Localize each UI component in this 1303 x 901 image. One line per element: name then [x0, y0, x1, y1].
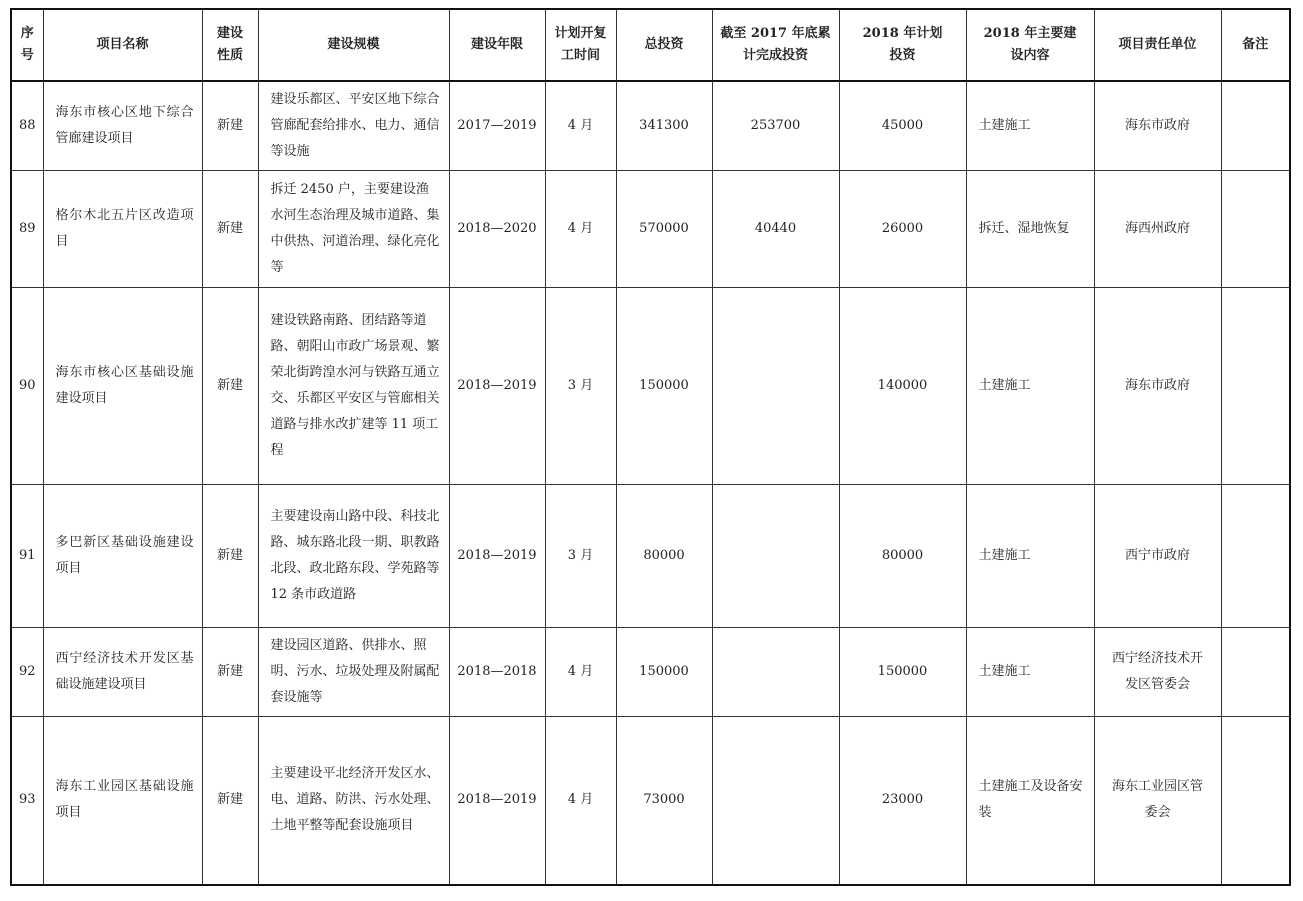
- cell-total: 150000: [616, 287, 712, 484]
- cell-seq: 88: [11, 81, 43, 170]
- cell-seq: 93: [11, 716, 43, 885]
- cell-period: 2018—2018: [449, 627, 545, 716]
- cell-plan2018: 80000: [839, 484, 966, 627]
- cell-nature: 新建: [202, 81, 258, 170]
- cell-scale: 建设园区道路、供排水、照明、污水、垃圾处理及附属配套设施等: [258, 627, 449, 716]
- header-cum2017: 截至 2017 年底累计完成投资: [712, 9, 839, 81]
- cell-seq: 89: [11, 170, 43, 287]
- cell-unit: 海东工业园区管委会: [1094, 716, 1221, 885]
- header-period: 建设年限: [449, 9, 545, 81]
- cell-seq: 90: [11, 287, 43, 484]
- cell-start: 4 月: [545, 81, 616, 170]
- cell-period: 2018—2019: [449, 716, 545, 885]
- cell-content2018: 土建施工: [966, 287, 1094, 484]
- cell-name: 多巴新区基础设施建设项目: [43, 484, 202, 627]
- cell-plan2018: 150000: [839, 627, 966, 716]
- cell-name: 格尔木北五片区改造项目: [43, 170, 202, 287]
- cell-cum2017: 253700: [712, 81, 839, 170]
- header-content2018: 2018 年主要建设内容: [966, 9, 1094, 81]
- cell-unit: 海东市政府: [1094, 287, 1221, 484]
- cell-nature: 新建: [202, 287, 258, 484]
- cell-cum2017: [712, 484, 839, 627]
- cell-total: 150000: [616, 627, 712, 716]
- table-row: [11, 627, 1290, 716]
- cell-remark: [1221, 170, 1290, 287]
- cell-remark: [1221, 716, 1290, 885]
- cell-nature: 新建: [202, 484, 258, 627]
- cell-scale: 建设乐都区、平安区地下综合管廊配套给排水、电力、通信等设施: [258, 81, 449, 170]
- cell-scale: 主要建设平北经济开发区水、电、道路、防洪、污水处理、土地平整等配套设施项目: [258, 716, 449, 885]
- header-seq: 序号: [11, 9, 43, 81]
- header-scale: 建设规模: [258, 9, 449, 81]
- header-start: 计划开复工时间: [545, 9, 616, 81]
- cell-start: 4 月: [545, 716, 616, 885]
- cell-unit: 西宁市政府: [1094, 484, 1221, 627]
- cell-seq: 91: [11, 484, 43, 627]
- cell-scale: 拆迁 2450 户，主要建设渔水河生态治理及城市道路、集中供热、河道治理、绿化亮化等: [258, 170, 449, 287]
- cell-total: 80000: [616, 484, 712, 627]
- header-row: [11, 9, 1290, 81]
- cell-start: 3 月: [545, 484, 616, 627]
- cell-seq: 92: [11, 627, 43, 716]
- header-nature: 建设性质: [202, 9, 258, 81]
- cell-cum2017: 40440: [712, 170, 839, 287]
- cell-name: 海东工业园区基础设施项目: [43, 716, 202, 885]
- cell-scale: 建设铁路南路、团结路等道路、朝阳山市政广场景观、繁荣北街跨湟水河与铁路互通立交、乐都区平安区与管廊相关道路与排水改扩建等 11 项工程: [258, 287, 449, 484]
- cell-start: 4 月: [545, 170, 616, 287]
- cell-nature: 新建: [202, 716, 258, 885]
- cell-content2018: 土建施工: [966, 484, 1094, 627]
- cell-nature: 新建: [202, 627, 258, 716]
- cell-start: 4 月: [545, 627, 616, 716]
- cell-name: 海东市核心区基础设施建设项目: [43, 287, 202, 484]
- cell-content2018: 土建施工及设备安装: [966, 716, 1094, 885]
- table-row: [11, 287, 1290, 484]
- header-unit: 项目责任单位: [1094, 9, 1221, 81]
- table-row: [11, 81, 1290, 170]
- cell-unit: 西宁经济技术开发区管委会: [1094, 627, 1221, 716]
- header-name: 项目名称: [43, 9, 202, 81]
- cell-unit: 海东市政府: [1094, 81, 1221, 170]
- cell-total: 341300: [616, 81, 712, 170]
- cell-content2018: 拆迁、湿地恢复: [966, 170, 1094, 287]
- cell-remark: [1221, 484, 1290, 627]
- project-table: [10, 8, 1291, 886]
- header-remark: 备注: [1221, 9, 1290, 81]
- cell-cum2017: [712, 716, 839, 885]
- cell-nature: 新建: [202, 170, 258, 287]
- table-row: [11, 484, 1290, 627]
- header-plan2018: 2018 年计划投资: [839, 9, 966, 81]
- cell-plan2018: 45000: [839, 81, 966, 170]
- cell-plan2018: 26000: [839, 170, 966, 287]
- cell-period: 2018—2019: [449, 287, 545, 484]
- cell-content2018: 土建施工: [966, 81, 1094, 170]
- cell-start: 3 月: [545, 287, 616, 484]
- cell-total: 570000: [616, 170, 712, 287]
- cell-plan2018: 140000: [839, 287, 966, 484]
- cell-remark: [1221, 287, 1290, 484]
- cell-scale: 主要建设南山路中段、科技北路、城东路北段一期、职教路北段、政北路东段、学苑路等 12 条市政道路: [258, 484, 449, 627]
- cell-unit: 海西州政府: [1094, 170, 1221, 287]
- cell-name: 海东市核心区地下综合管廊建设项目: [43, 81, 202, 170]
- cell-cum2017: [712, 627, 839, 716]
- table-row: [11, 170, 1290, 287]
- cell-name: 西宁经济技术开发区基础设施建设项目: [43, 627, 202, 716]
- cell-period: 2018—2020: [449, 170, 545, 287]
- header-total: 总投资: [616, 9, 712, 81]
- cell-remark: [1221, 627, 1290, 716]
- cell-plan2018: 23000: [839, 716, 966, 885]
- cell-cum2017: [712, 287, 839, 484]
- cell-period: 2018—2019: [449, 484, 545, 627]
- table-row: [11, 716, 1290, 885]
- cell-content2018: 土建施工: [966, 627, 1094, 716]
- cell-period: 2017—2019: [449, 81, 545, 170]
- cell-total: 73000: [616, 716, 712, 885]
- cell-remark: [1221, 81, 1290, 170]
